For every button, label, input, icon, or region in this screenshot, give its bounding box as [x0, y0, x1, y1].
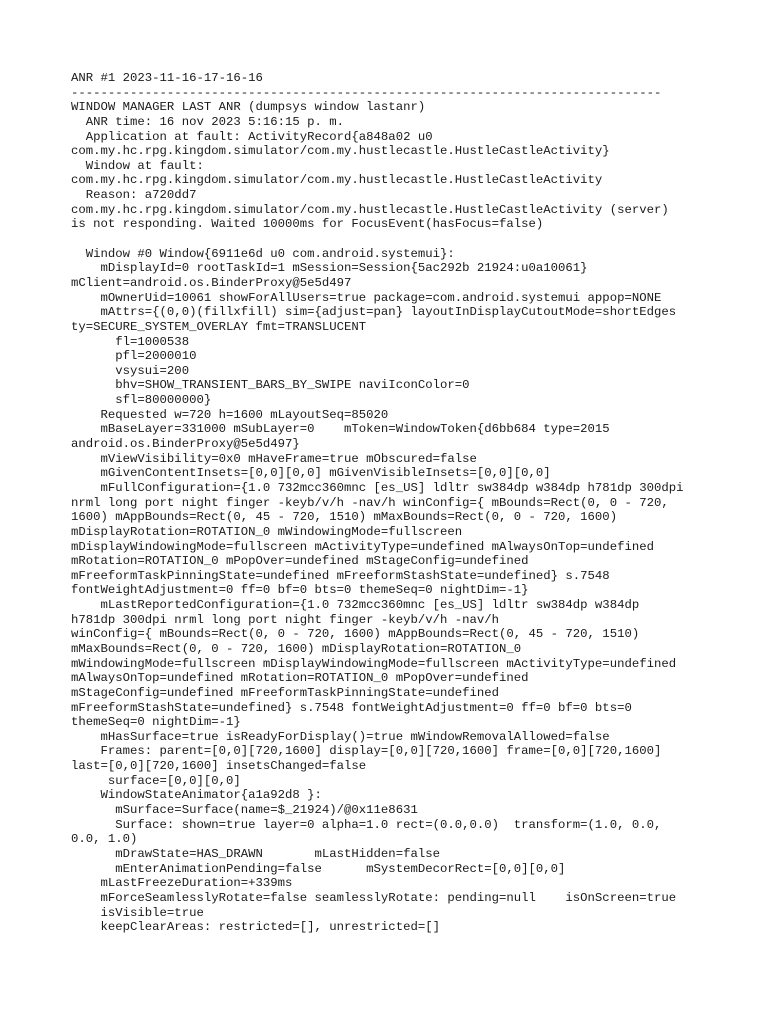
log-line: mDisplayRotation=ROTATION_0 mWindowingMode=fullscreen [71, 524, 463, 539]
log-line: mFullConfiguration={1.0 732mcc360mnc [es_US] ldltr sw384dp w384dp h781dp 300dpi [71, 480, 684, 495]
log-line: fl=1000538 [71, 334, 190, 349]
log-line: mDisplayWindowingMode=fullscreen mActivityType=undefined mAlwaysOnTop=undefined [71, 539, 654, 554]
log-line: ANR #1 2023-11-16-17-16-16 [71, 71, 263, 85]
anr-log-document [71, 71, 761, 935]
log-line: 1600) mAppBounds=Rect(0, 45 - 720, 1510) mMaxBounds=Rect(0, 0 - 720, 1600) [71, 510, 618, 525]
log-line: mOwnerUid=10061 showForAllUsers=true package=com.android.systemui appop=NONE [71, 290, 662, 305]
log-line: mFreeformStashState=undefined} s.7548 fontWeightAdjustment=0 ff=0 bf=0 bts=0 [71, 700, 632, 715]
log-line: Frames: parent=[0,0][720,1600] display=[0,0][720,1600] frame=[0,0][720,1600] [71, 744, 662, 759]
log-line: Surface: shown=true layer=0 alpha=1.0 rect=(0.0,0.0) transform=(1.0, 0.0, [71, 817, 662, 832]
log-line: com.my.hc.rpg.kingdom.simulator/com.my.hustlecastle.HustleCastleActivity [71, 173, 603, 188]
log-line: vsysui=200 [71, 363, 190, 378]
log-line: WINDOW MANAGER LAST ANR (dumpsys window lastanr) [71, 100, 426, 115]
log-line: mViewVisibility=0x0 mHaveFrame=true mObscured=false [71, 451, 477, 466]
log-line: 0.0, 1.0) [71, 832, 138, 847]
log-line: mForceSeamlesslyRotate=false seamlesslyRotate: pending=null isOnScreen=true [71, 890, 677, 905]
log-line: mAttrs={(0,0)(fillxfill) sim={adjust=pan} layoutInDisplayCutoutMode=shortEdges [71, 305, 677, 320]
log-line: mHasSurface=true isReadyForDisplay()=true mWindowRemovalAllowed=false [71, 729, 610, 744]
log-line: mFreeformTaskPinningState=undefined mFreeformStashState=undefined} s.7548 [71, 568, 610, 583]
log-line: Window at fault: [71, 158, 204, 173]
log-line: WindowStateAnimator{a1a92d8 }: [71, 788, 322, 803]
log-line: -------------------------------------------------------------------------------- [71, 85, 662, 100]
log-line: mEnterAnimationPending=false mSystemDecorRect=[0,0][0,0] [71, 861, 566, 876]
log-line [71, 232, 761, 247]
log-line: nrml long port night finger -keyb/v/h -nav/h winConfig={ mBounds=Rect(0, 0 - 720, [71, 495, 669, 510]
log-line: mDisplayId=0 rootTaskId=1 mSession=Session{5ac292b 21924:u0a10061} [71, 261, 588, 276]
log-line: mAlwaysOnTop=undefined mRotation=ROTATION_0 mPopOver=undefined [71, 671, 529, 686]
log-line: Window #0 Window{6911e6d u0 com.android.systemui}: [71, 246, 455, 261]
log-line: mClient=android.os.BinderProxy@5e5d497 [71, 275, 352, 290]
log-line: mGivenContentInsets=[0,0][0,0] mGivenVisibleInsets=[0,0][0,0] [71, 466, 551, 481]
log-line: themeSeq=0 nightDim=-1} [71, 715, 241, 730]
log-line: last=[0,0][720,1600] insetsChanged=false [71, 759, 367, 774]
log-line: Reason: a720dd7 [71, 188, 197, 203]
log-line: mMaxBounds=Rect(0, 0 - 720, 1600) mDisplayRotation=ROTATION_0 [71, 641, 522, 656]
log-line: isVisible=true [71, 905, 204, 920]
log-line: pfl=2000010 [71, 349, 197, 364]
log-line: com.my.hc.rpg.kingdom.simulator/com.my.hustlecastle.HustleCastleActivity} [71, 144, 610, 159]
log-line: mLastReportedConfiguration={1.0 732mcc360mnc [es_US] ldltr sw384dp w384dp [71, 598, 640, 613]
log-line: Requested w=720 h=1600 mLayoutSeq=85020 [71, 407, 389, 422]
log-line: android.os.BinderProxy@5e5d497} [71, 437, 300, 452]
log-line: mRotation=ROTATION_0 mPopOver=undefined mStageConfig=undefined [71, 554, 529, 569]
log-line: keepClearAreas: restricted=[], unrestricted=[] [71, 920, 440, 935]
log-line: h781dp 300dpi nrml long port night finger -keyb/v/h -nav/h [71, 612, 500, 627]
log-line: mBaseLayer=331000 mSubLayer=0 mToken=WindowToken{d6bb684 type=2015 [71, 422, 610, 437]
log-line: fontWeightAdjustment=0 ff=0 bf=0 bts=0 themeSeq=0 nightDim=-1} [71, 583, 529, 598]
log-line: Application at fault: ActivityRecord{a848a02 u0 [71, 129, 433, 144]
log-line: mDrawState=HAS_DRAWN mLastHidden=false [71, 846, 440, 861]
log-line: mStageConfig=undefined mFreeformTaskPinningState=undefined [71, 685, 500, 700]
log-line: sfl=80000000} [71, 393, 212, 408]
log-line: com.my.hc.rpg.kingdom.simulator/com.my.hustlecastle.HustleCastleActivity (server) [71, 202, 669, 217]
log-line: mLastFreezeDuration=+339ms [71, 876, 293, 891]
log-line: winConfig={ mBounds=Rect(0, 0 - 720, 1600) mAppBounds=Rect(0, 45 - 720, 1510) [71, 627, 640, 642]
log-line: surface=[0,0][0,0] [71, 773, 241, 788]
log-line: bhv=SHOW_TRANSIENT_BARS_BY_SWIPE naviIconColor=0 [71, 378, 470, 393]
log-line: is not responding. Waited 10000ms for FocusEvent(hasFocus=false) [71, 217, 544, 232]
log-line: ty=SECURE_SYSTEM_OVERLAY fmt=TRANSLUCENT [71, 319, 367, 334]
log-line: mWindowingMode=fullscreen mDisplayWindowingMode=fullscreen mActivityType=undefined [71, 656, 677, 671]
log-line: ANR time: 16 nov 2023 5:16:15 p. m. [71, 114, 345, 129]
log-line: mSurface=Surface(name=$_21924)/@0x11e8631 [71, 803, 418, 818]
